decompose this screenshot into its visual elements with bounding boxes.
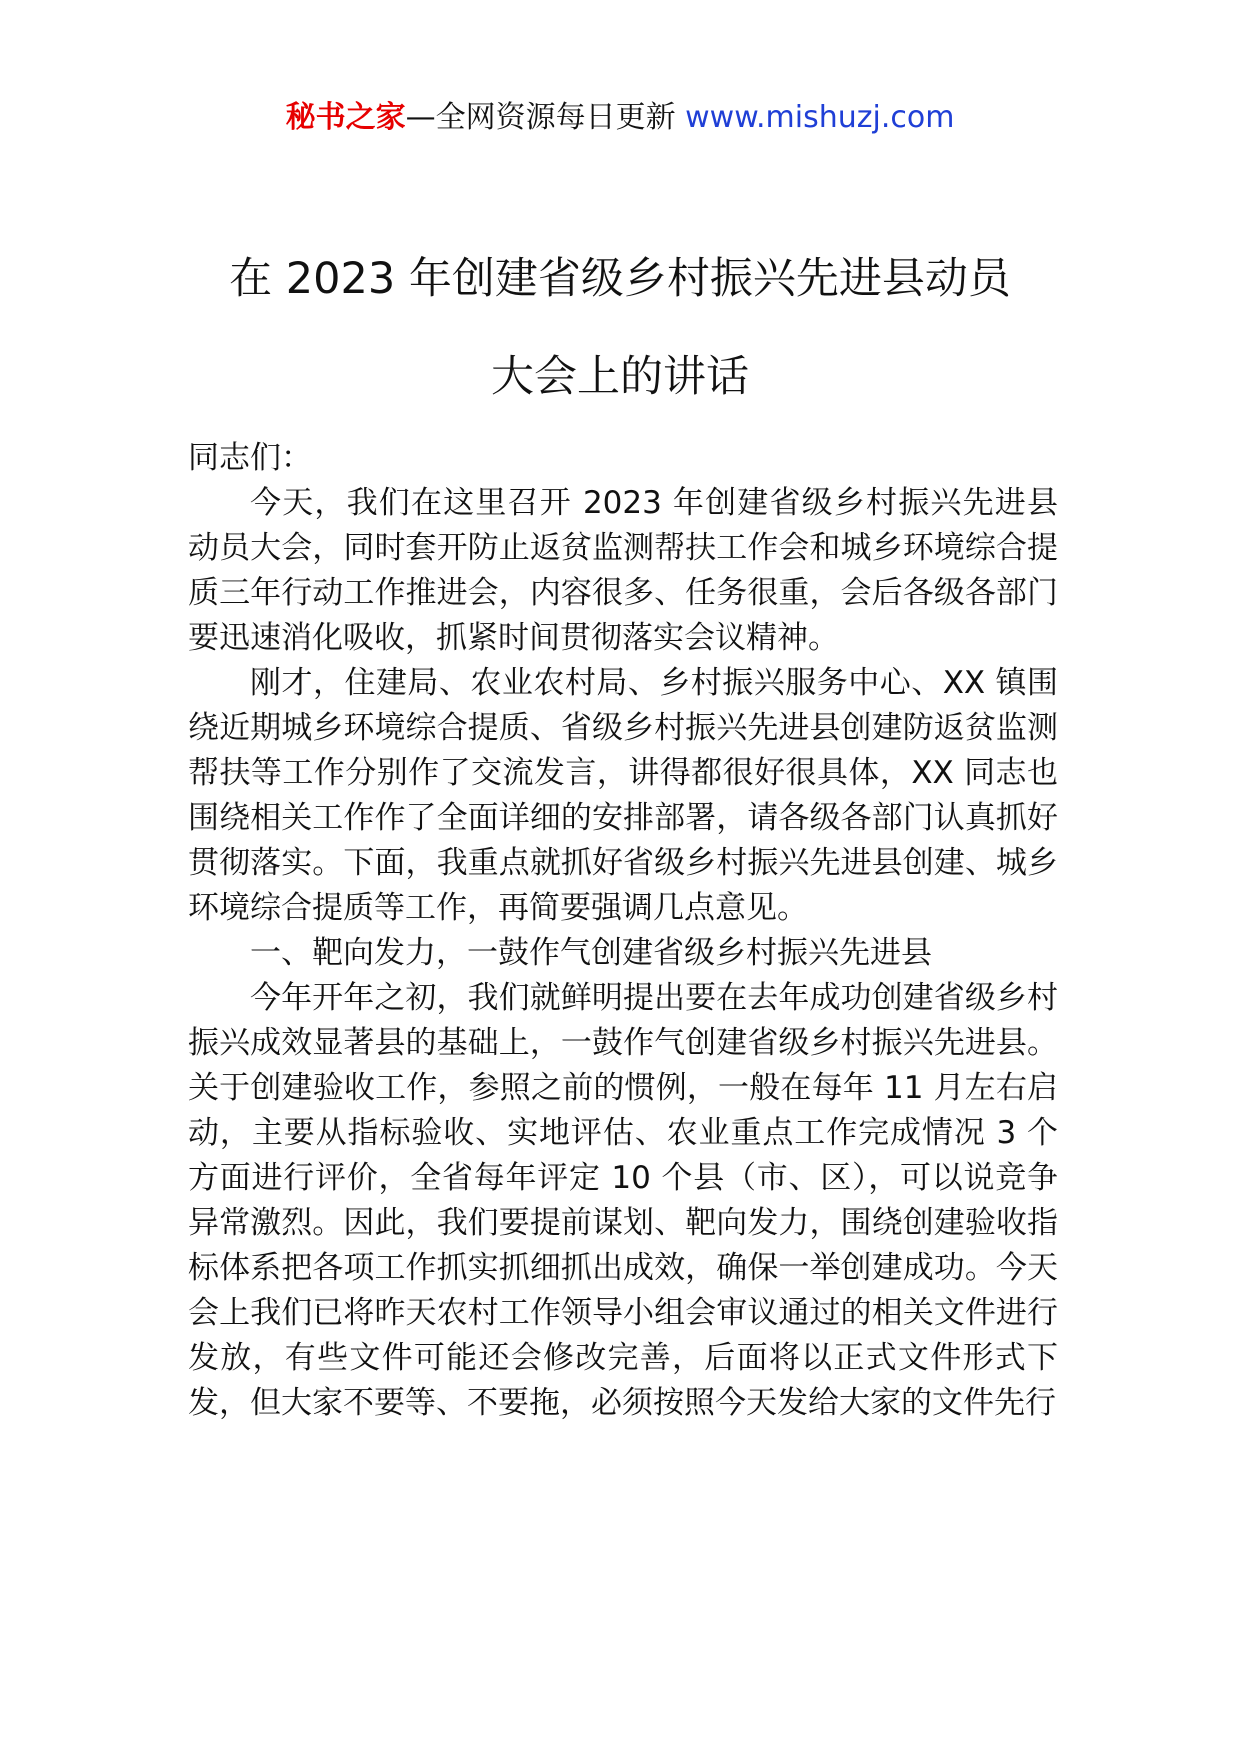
site-url-link[interactable]: www.mishuzj.com — [685, 100, 955, 135]
document-title — [150, 230, 1090, 426]
paragraph-opening: 今天，我们在这里召开 2023 年创建省级乡村振兴先进县动员大会，同时套开防止返贫监测帮扶工作会和城乡环境综合提质三年行动工作推进会，内容很多、任务很重，会后各级各部门要迅速消化吸收，抓紧时间贯彻落实会议精神。 — [188, 485, 1058, 656]
brand-name: 秘书之家 — [285, 100, 406, 135]
site-header — [0, 98, 1240, 138]
title-line-1: 在 2023 年创建省级乡村振兴先进县动员 — [229, 254, 1011, 304]
paragraph-section-1: 今年开年之初，我们就鲜明提出要在去年成功创建省级乡村振兴成效显著县的基础上，一鼓作气创建省级乡村振兴先进县。关于创建验收工作，参照之前的惯例，一般在每年 11 月左右启动，主要从指标验收、实地评估、农业重点工作完成情况 3 个方面进行评价，全省每年评定 10 个县（市、区），可以说竞争异常激烈。因此，我们要提前谋划、靶向发力，围绕创建验收指标体系把各项工作抓实抓细抓出成效，确保一举创建成功。今天会上我们已将昨天农村工作领导小组会审议通过的相关文件进行发放，有些文件可能还会修改完善，后面将以正式文件形式下发，但大家不要等、不要拖，必须按照今天发给大家的文件先行 — [188, 980, 1058, 1421]
paragraph-review: 刚才，住建局、农业农村局、乡村振兴服务中心、XX 镇围绕近期城乡环境综合提质、省级乡村振兴先进县创建防返贫监测帮扶等工作分别作了交流发言，讲得都很好很具体，XX 同志也围绕相关工作作了全面详细的安排部署，请各级各部门认真抓好贯彻落实。下面，我重点就抓好省级乡村振兴先进县创建、城乡环境综合提质等工作，再简要强调几点意见。 — [188, 665, 1058, 926]
salutation: 同志们： — [188, 440, 312, 476]
document-body — [188, 436, 1058, 1426]
header-slogan: —全网资源每日更新 — [405, 100, 676, 135]
section-heading-1: 一、靶向发力，一鼓作气创建省级乡村振兴先进县 — [250, 935, 932, 971]
title-line-2: 大会上的讲话 — [491, 352, 749, 402]
